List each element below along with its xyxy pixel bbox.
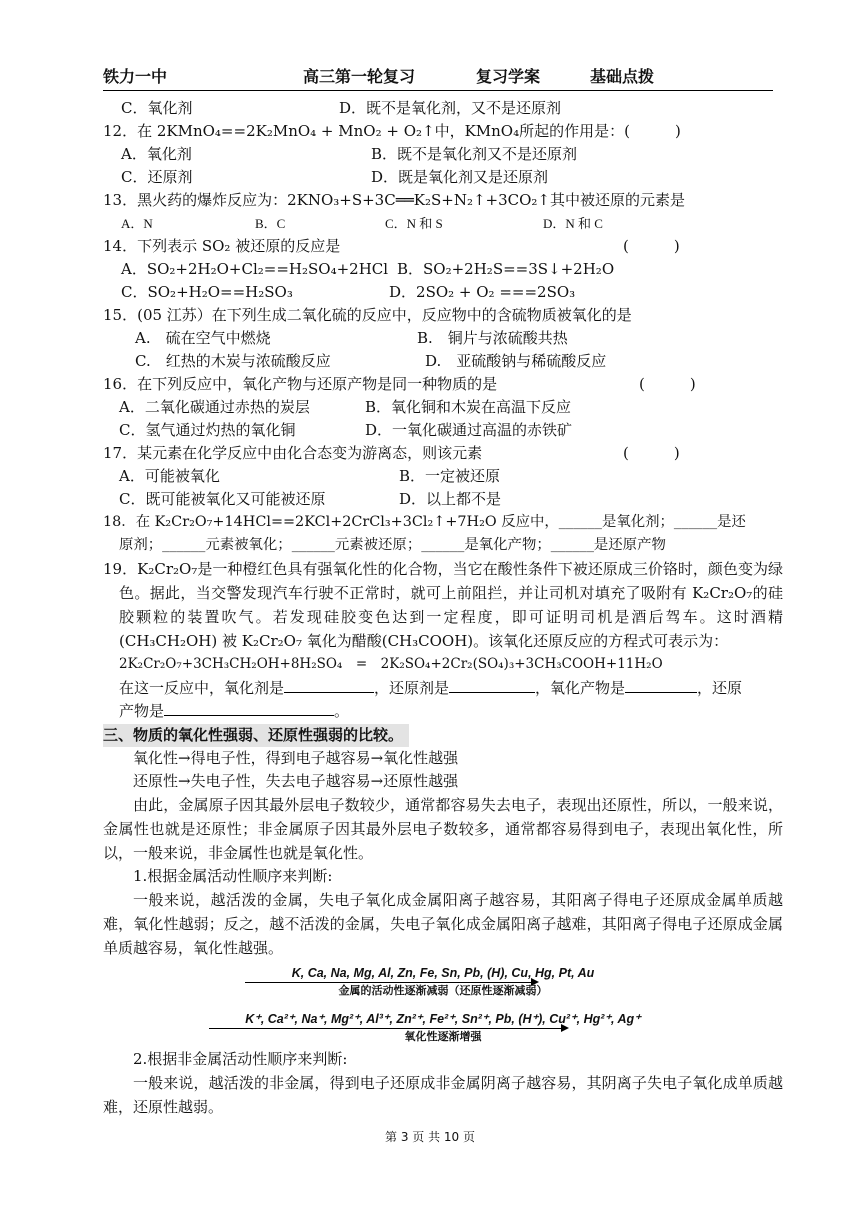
q19-label-oxidation-product: ，氧化产物是: [535, 679, 626, 697]
ion-series-arrow: [209, 1028, 567, 1029]
q16-text: 16．在下列反应中，氧化产物与还原产物是同一种物质的是: [103, 375, 498, 393]
metal-series-arrow: [245, 982, 537, 983]
q14-option-a: A．SO₂+2H₂O+Cl₂==H₂SO₄+2HCl: [121, 260, 389, 278]
q17-options-ab: [103, 465, 783, 488]
q12-stem: 12．在 2KMnO₄==2K₂MnO₄ + MnO₂ + O₂↑中，KMnO₄所起的作用是：( ): [103, 122, 681, 140]
q12-option-b: B．既不是氧化剂又不是还原剂: [371, 145, 578, 163]
section3-paragraph1: 由此，金属原子因其最外层电子数较少，通常都容易失去电子，表现出还原性，所以，一般来说，金属性也就是还原性；非金属原子因其最外层电子数较多，通常都容易得到电子，表现出氧化性，所以，一般来说，非金属性也就是氧化性。: [103, 796, 783, 862]
q14-answer-paren: ( ): [623, 237, 680, 255]
q15-option-c: C. 红热的木炭与浓硫酸反应: [135, 352, 331, 370]
q19-reduction-product-blank[interactable]: [164, 699, 334, 716]
q14-stem: [103, 235, 783, 258]
document-body: [103, 97, 783, 1119]
q17-text: 17．某元素在化学反应中由化合态变为游离态，则该元素: [103, 444, 483, 462]
q16-stem: [103, 373, 783, 396]
q15-stem: 15．(05 江苏）在下列生成二氧化硫的反应中，反应物中的含硫物质被氧化的是: [103, 306, 632, 324]
q14-options-cd: [103, 281, 783, 304]
q16-option-a: A．二氧化碳通过赤热的炭层: [119, 398, 310, 416]
section3-oxidizing-rule: 氧化性→得电子性，得到电子越容易→氧化性越强: [133, 749, 459, 767]
q19-equation: 2K₂Cr₂O₇+3CH₃CH₂OH+8H₂SO₄ = 2K₂SO₄+2Cr₂(SO₄)₃+3CH₃COOH+11H₂O: [119, 656, 663, 672]
q14-options-ab: [103, 258, 783, 281]
q17-option-d: D．以上都不是: [399, 490, 502, 508]
q12-option-a: A．氧化剂: [121, 145, 192, 163]
section3-heading2: 2.根据非金属活动性顺序来判断:: [133, 1050, 348, 1068]
q11-option-c: C．氧化剂: [121, 99, 193, 117]
q13-options: [103, 212, 783, 235]
q17-option-c: C．既可能被氧化又可能被还原: [119, 490, 326, 508]
q17-stem: [103, 442, 783, 465]
header-school: 铁力一中: [103, 67, 168, 86]
q15-option-b: B. 铜片与浓硫酸共热: [417, 329, 568, 347]
q13-option-d: D．N 和 C: [543, 216, 603, 231]
q12-option-c: C．还原剂: [121, 168, 193, 186]
q16-option-b: B．氧化铜和木炭在高温下反应: [365, 398, 572, 416]
q13-option-c: C．N 和 S: [385, 216, 443, 231]
q19-fill-line: [103, 676, 783, 699]
q12-option-d: D．既是氧化剂又是还原剂: [371, 168, 549, 186]
header-type: 复习学案: [476, 67, 541, 86]
page-footer: 第 3 页 共 10 页: [385, 1130, 475, 1144]
section3-heading-row: [103, 724, 783, 747]
q19-period: 。: [334, 702, 350, 720]
q11-option-d: D．既不是氧化剂，又不是还原剂: [339, 99, 562, 117]
section3-paragraph3: 一般来说，越活泼的非金属，得到电子还原成非金属阴离子越容易，其阴离子失电子氧化成单质越难，还原性越弱。: [103, 1074, 783, 1116]
ion-oxidizing-series: [103, 1008, 783, 1048]
q17-answer-paren: ( ): [623, 444, 680, 462]
q13-stem: 13．黑火药的爆炸反应为：2KNO₃+S+3C══K₂S+N₂↑+3CO₂↑其中被还原的元素是: [103, 191, 686, 209]
q19-label-reductant: ，还原剂是: [374, 679, 450, 697]
q16-option-d: D．一氧化碳通过高温的赤铁矿: [365, 421, 573, 439]
metal-series-caption: 金属的活动性逐渐减弱（还原性逐渐减弱）: [338, 984, 548, 997]
ion-series-caption: 氧化性逐渐增强: [404, 1030, 482, 1043]
header-course: 高三第一轮复习: [303, 67, 416, 86]
page-header: [103, 60, 773, 91]
q18-line2: 原剂；______元素被氧化；______元素被还原；______是氧化产物；______是还原产物: [119, 537, 666, 553]
q17-option-a: A．可能被氧化: [119, 467, 220, 485]
header-topic: 基础点拨: [590, 67, 655, 86]
q19-oxidant-blank[interactable]: [284, 676, 374, 693]
q17-options-cd: [103, 488, 783, 511]
q16-answer-paren: ( ): [639, 375, 696, 393]
q14-option-b: B．SO₂+2H₂S==3S↓+2H₂O: [397, 260, 615, 278]
q14-option-c: C．SO₂+H₂O==H₂SO₃: [121, 283, 293, 301]
q19-reductant-blank[interactable]: [449, 676, 535, 693]
section3-heading1: 1.根据金属活动性顺序来判断:: [133, 867, 333, 885]
q17-option-b: B．一定被还原: [399, 467, 501, 485]
q12-options-ab: [103, 143, 783, 166]
q12-options-cd: [103, 166, 783, 189]
section3-paragraph2: 一般来说，越活泼的金属，失电子氧化成金属阳离子越容易，其阳离子得电子还原成金属单质越难，氧化性越弱；反之，越不活泼的金属，失电子氧化成金属阳离子越难，其阳离子得电子还原成金属单质越容易，氧化性越强。: [103, 891, 783, 957]
q19-oxidation-product-blank[interactable]: [625, 676, 697, 693]
q16-options-cd: [103, 419, 783, 442]
ion-series-text: K⁺, Ca²⁺, Na⁺, Mg²⁺, Al³⁺, Zn²⁺, Fe²⁺, Sn²⁺, Pb, (H⁺), Cu²⁺, Hg²⁺, Ag⁺: [245, 1012, 641, 1026]
q13-option-a: A．N: [121, 216, 153, 231]
metal-activity-series: [103, 964, 783, 998]
q19-label-oxidant: 在这一反应中，氧化剂是: [119, 679, 285, 697]
q15-option-a: A. 硫在空气中燃烧: [135, 329, 271, 347]
section3-reducing-rule: 还原性→失电子性，失去电子越容易→还原性越强: [133, 772, 459, 790]
q16-option-c: C．氢气通过灼热的氧化铜: [119, 421, 296, 439]
q15-option-d: D. 亚硫酸钠与稀硫酸反应: [425, 352, 607, 370]
q19-label-reduction-product: 产物是: [119, 702, 165, 720]
section3-title: 三、物质的氧化性强弱、还原性强弱的比较。: [103, 724, 409, 747]
q16-options-ab: [103, 396, 783, 419]
metal-series-text: K, Ca, Na, Mg, Al, Zn, Fe, Sn, Pb, (H), Cu, Hg, Pt, Au: [291, 966, 595, 980]
q11-options: [103, 97, 783, 120]
q19-text: 19．K₂Cr₂O₇是一种橙红色具有强氧化性的化合物，当它在酸性条件下被还原成三价铬时，颜色变为绿色。据此，当交警发现汽车行驶不正常时，就可上前阻拦，并让司机对填充了吸附有 K₂Cr₂O₇的硅胶颗粒的装置吹气。若发现硅胶变色达到一定程度，即可证明司机是酒后驾车。这时酒精(CH₃CH₂OH) 被 K₂Cr₂O₇ 氧化为醋酸(CH₃COOH)。该氧化还原反应的方程式可表示为：: [103, 560, 783, 650]
q13-option-b: B．C: [255, 216, 286, 231]
q19-fill-line2: [103, 699, 783, 722]
q15-options-ab: [103, 327, 783, 350]
q18-line1: 18．在 K₂Cr₂O₇+14HCl==2KCl+2CrCl₃+3Cl₂↑+7H₂O 反应中，______是氧化剂；______是还: [103, 514, 746, 530]
q19-label-reduction: ，还原: [697, 679, 743, 697]
q14-text: 14．下列表示 SO₂ 被还原的反应是: [103, 237, 341, 255]
q14-option-d: D．2SO₂ + O₂ ===2SO₃: [389, 283, 576, 301]
q15-options-cd: [103, 350, 783, 373]
